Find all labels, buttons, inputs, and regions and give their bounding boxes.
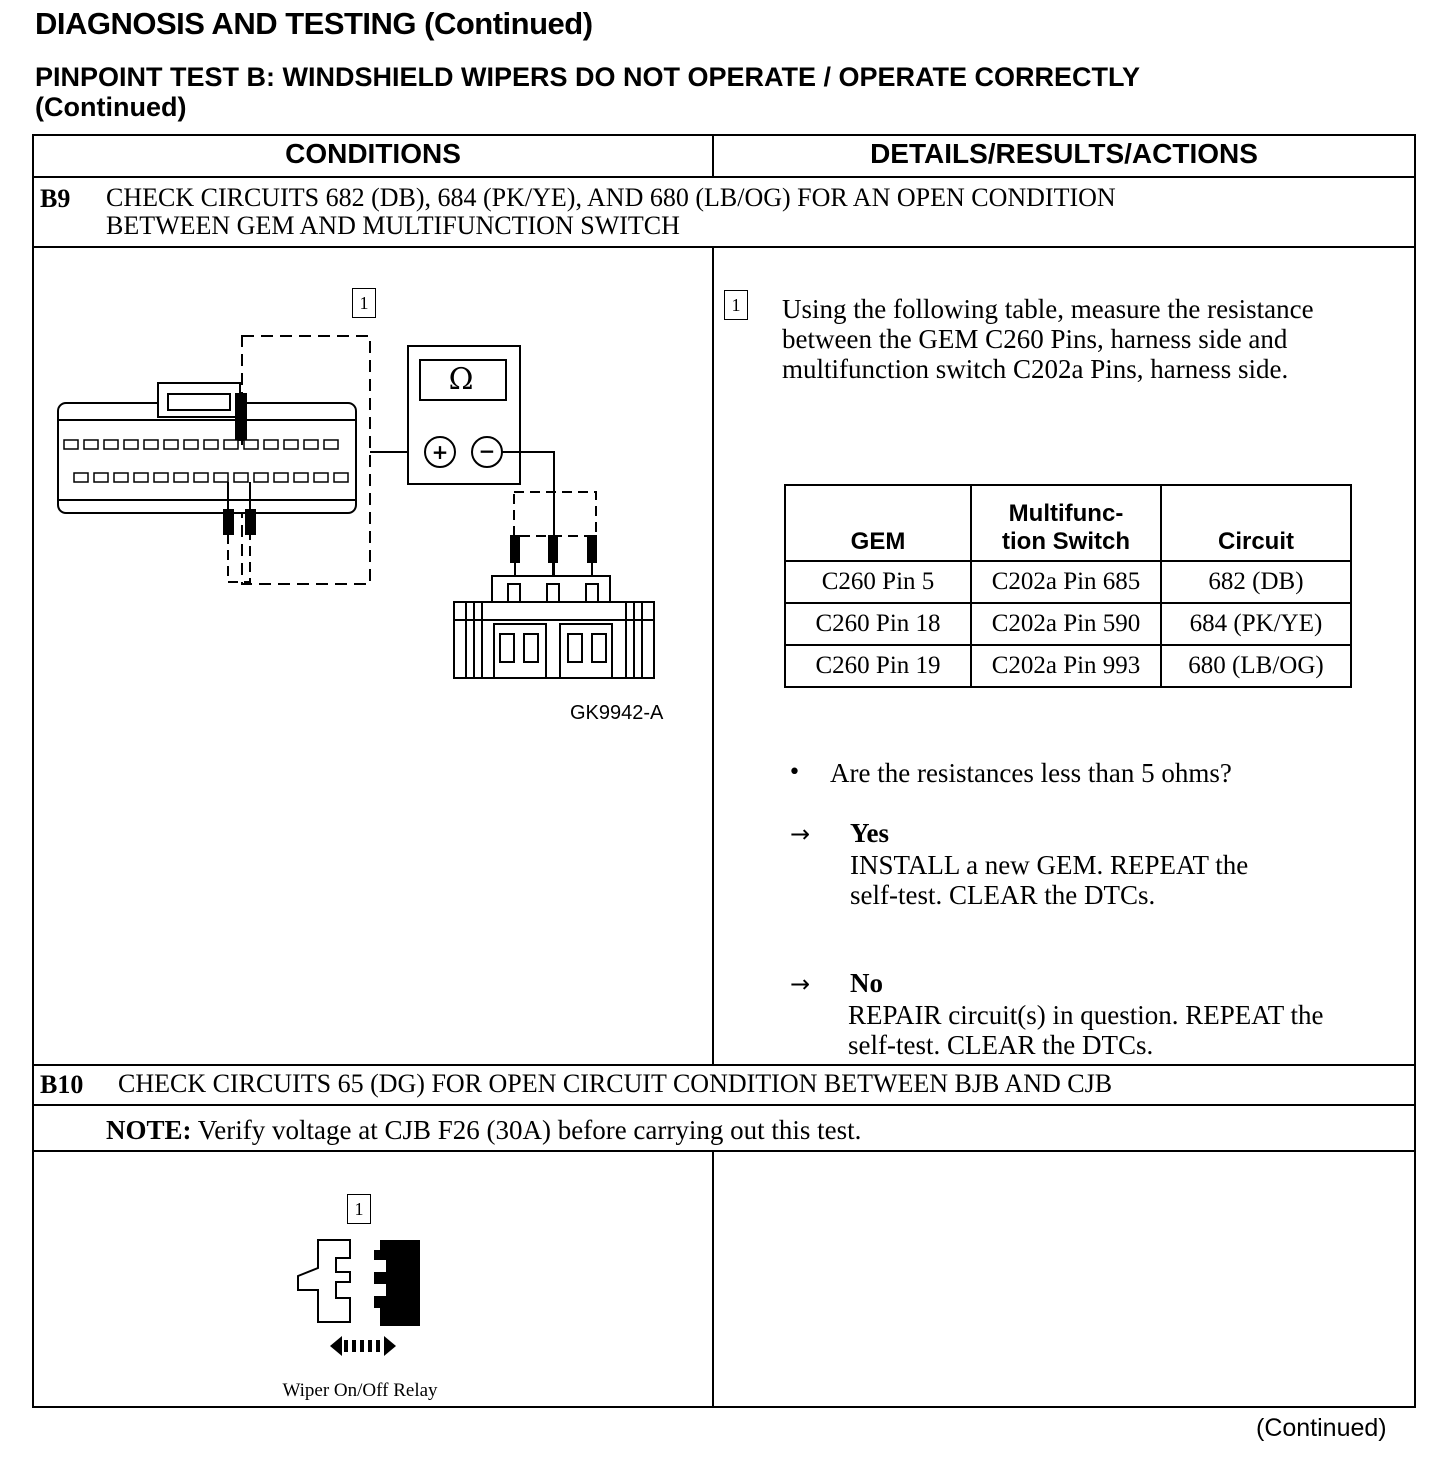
table-cell: C202a Pin 685 (971, 561, 1161, 603)
continued-footer: (Continued) (1256, 1414, 1387, 1442)
column-header-conditions: CONDITIONS (285, 138, 461, 169)
table-header-row (785, 485, 1351, 561)
step-b9-id: B9 (40, 184, 71, 213)
table-cell: C260 Pin 18 (785, 603, 971, 645)
column-header-details: DETAILS/RESULTS/ACTIONS (870, 138, 1258, 169)
b10-column-divider (712, 1150, 714, 1408)
step-b9-title-line1: CHECK CIRCUITS 682 (DB), 684 (PK/YE), AND 680 (LB/OG) FOR AN OPEN CONDITION (106, 183, 1116, 212)
table-row (785, 603, 1351, 645)
page-title: DIAGNOSIS AND TESTING (Continued) (35, 6, 593, 41)
no-arrow-icon: → (790, 970, 811, 998)
relay-caption: Wiper On/Off Relay (282, 1380, 438, 1401)
pinpoint-test-title (35, 62, 1140, 122)
b10-figure-callout: 1 (347, 1194, 371, 1224)
table-header-gem: GEM (785, 485, 971, 561)
yes-action: INSTALL a new GEM. REPEAT the self-test. CLEAR the DTCs. (850, 850, 1249, 910)
no-action: REPAIR circuit(s) in question. REPEAT the self-test. CLEAR the DTCs. (848, 1000, 1324, 1060)
table-cell: 684 (PK/YE) (1161, 603, 1351, 645)
b10-title-divider (32, 1104, 1416, 1106)
pinpoint-test-title-line2: (Continued) (35, 92, 187, 122)
no-label: No (850, 968, 883, 998)
table-cell: C202a Pin 993 (971, 645, 1161, 687)
wiper-relay-diagram (290, 1236, 430, 1366)
b10-note (106, 1115, 861, 1146)
table-cell: 682 (DB) (1161, 561, 1351, 603)
minus-sign: − (478, 439, 496, 463)
table-header-multifunction-switch: Multifunc- tion Switch (971, 485, 1161, 561)
header-divider (32, 176, 1416, 178)
table-row (785, 645, 1351, 687)
ohm-symbol: Ω (448, 362, 474, 397)
yes-arrow-icon: → (790, 820, 811, 848)
b9-column-divider (712, 246, 714, 1064)
step-b10-title: CHECK CIRCUITS 65 (DG) FOR OPEN CIRCUIT CONDITION BETWEEN BJB AND CJB (118, 1069, 1113, 1098)
pinpoint-test-title-line1: PINPOINT TEST B: WINDSHIELD WIPERS DO NOT OPERATE / OPERATE CORRECTLY (35, 62, 1141, 92)
b9-action-callout: 1 (724, 290, 748, 320)
b10-top-divider (32, 1064, 1416, 1066)
b9-connector-diagram (40, 320, 700, 700)
step-b10-id: B10 (40, 1070, 84, 1099)
step-b9-title-line2: BETWEEN GEM AND MULTIFUNCTION SWITCH (106, 211, 680, 240)
relay-socket (298, 1240, 350, 1322)
note-label: NOTE: (106, 1115, 192, 1145)
bullet-icon: • (788, 760, 801, 785)
b9-question: Are the resistances less than 5 ohms? (830, 758, 1232, 788)
double-arrow-icon (330, 1336, 396, 1356)
table-row (785, 561, 1351, 603)
b9-title-divider (32, 246, 1416, 248)
relay-body (374, 1240, 420, 1326)
b9-instruction: Using the following table, measure the resistance between the GEM C260 Pins, harness side and multifunction switch C202a Pins, harness side. (782, 294, 1314, 384)
b9-figure-callout: 1 (352, 288, 376, 318)
table-cell: C260 Pin 5 (785, 561, 971, 603)
connector-latch (158, 383, 240, 417)
b10-note-divider (32, 1150, 1416, 1152)
step-b9-title (106, 184, 1116, 240)
plus-sign: + (431, 440, 449, 464)
note-text: Verify voltage at CJB F26 (30A) before carrying out this test. (197, 1115, 862, 1145)
table-header-circuit: Circuit (1161, 485, 1351, 561)
resistance-table (784, 484, 1352, 688)
table-cell: C260 Pin 19 (785, 645, 971, 687)
table-cell: 680 (LB/OG) (1161, 645, 1351, 687)
yes-label: Yes (850, 818, 889, 848)
table-cell: C202a Pin 590 (971, 603, 1161, 645)
figure-id: GK9942-A (570, 702, 664, 724)
